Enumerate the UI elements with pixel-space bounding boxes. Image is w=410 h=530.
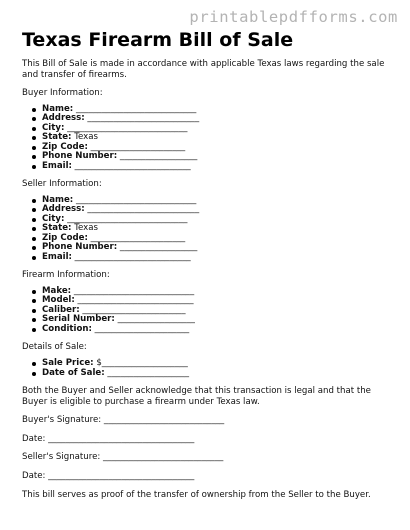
field-value: ________________________ — [79, 304, 186, 315]
field-label: Phone Number: — [42, 151, 118, 162]
field-value: ______________________ — [87, 232, 186, 243]
buyer-section-heading: Buyer Information: — [22, 88, 103, 99]
field-label: State: — [42, 223, 72, 234]
closing-paragraph: This bill serves as proof of the transfer of ownership from the Seller to the Buyer. — [22, 489, 371, 500]
field-label: Address: — [42, 204, 85, 215]
field-value: ____________________________ — [71, 285, 195, 296]
field-value: ______________________ — [87, 141, 186, 152]
field-value: ____________________________ — [73, 194, 197, 205]
field-value: __________________ — [114, 314, 195, 325]
field-label: Zip Code: — [42, 232, 88, 243]
document-body — [22, 59, 392, 500]
intro-paragraph: This Bill of Sale is made in accordance with applicable Texas laws regarding the sale and transfer of firearms. — [22, 59, 385, 80]
field-label: Phone Number: — [42, 242, 118, 253]
field-value: __________________ — [117, 151, 198, 162]
field-value: Texas — [71, 223, 98, 234]
field-value: ___________________________ — [71, 160, 191, 171]
field-label: State: — [42, 132, 72, 143]
field-label: Serial Number: — [42, 314, 115, 325]
field-value: ______________________ — [91, 323, 190, 334]
field-value: ___________________________ — [74, 295, 194, 306]
seller-date-line: Date: __________________________________ — [22, 471, 195, 482]
field-value: ____________________________ — [64, 213, 188, 224]
field-label: Condition: — [42, 323, 92, 334]
field-value: __________________________ — [84, 204, 200, 215]
watermark: printablepdfforms.com — [189, 8, 398, 26]
buyer-signature-line: Buyer's Signature: ____________________________ — [22, 415, 225, 426]
seller-email-field — [32, 253, 392, 263]
buyer-email-field — [32, 162, 392, 172]
field-label: Sale Price: — [42, 358, 94, 369]
seller-section-heading: Seller Information: — [22, 179, 102, 190]
field-label: Email: — [42, 251, 72, 262]
buyer-fields-list — [22, 105, 392, 172]
buyer-date-line: Date: __________________________________ — [22, 433, 195, 444]
sale-fields-list — [22, 359, 392, 378]
seller-fields-list — [22, 196, 392, 263]
firearm-fields-list — [22, 287, 392, 335]
field-value: Texas — [71, 132, 98, 143]
field-value: ___________________________ — [71, 251, 191, 262]
field-label: Name: — [42, 103, 74, 114]
field-value: $____________________ — [93, 358, 188, 369]
sale-section-heading: Details of Sale: — [22, 342, 87, 353]
field-label: City: — [42, 122, 65, 133]
field-label: Address: — [42, 113, 85, 124]
field-label: Zip Code: — [42, 141, 88, 152]
firearm-condition-field — [32, 325, 392, 335]
sale-date-field — [32, 369, 392, 379]
field-value: ____________________________ — [64, 122, 188, 133]
field-label: City: — [42, 213, 65, 224]
field-label: Date of Sale: — [42, 367, 105, 378]
field-label: Caliber: — [42, 304, 80, 315]
field-value: ____________________________ — [73, 103, 197, 114]
field-value: __________________ — [117, 242, 198, 253]
page-title: Texas Firearm Bill of Sale — [22, 29, 294, 51]
field-value: __________________________ — [84, 113, 200, 124]
seller-signature-line: Seller's Signature: ____________________________ — [22, 452, 224, 463]
field-label: Email: — [42, 160, 72, 171]
field-label: Make: — [42, 285, 72, 296]
field-value: ___________________ — [104, 367, 190, 378]
acknowledgement-paragraph: Both the Buyer and Seller acknowledge that this transaction is legal and that the Buyer is eligible to purchase a firearm under Texas law. — [22, 386, 371, 407]
field-label: Name: — [42, 194, 74, 205]
field-label: Model: — [42, 295, 75, 306]
firearm-section-heading: Firearm Information: — [22, 270, 110, 281]
